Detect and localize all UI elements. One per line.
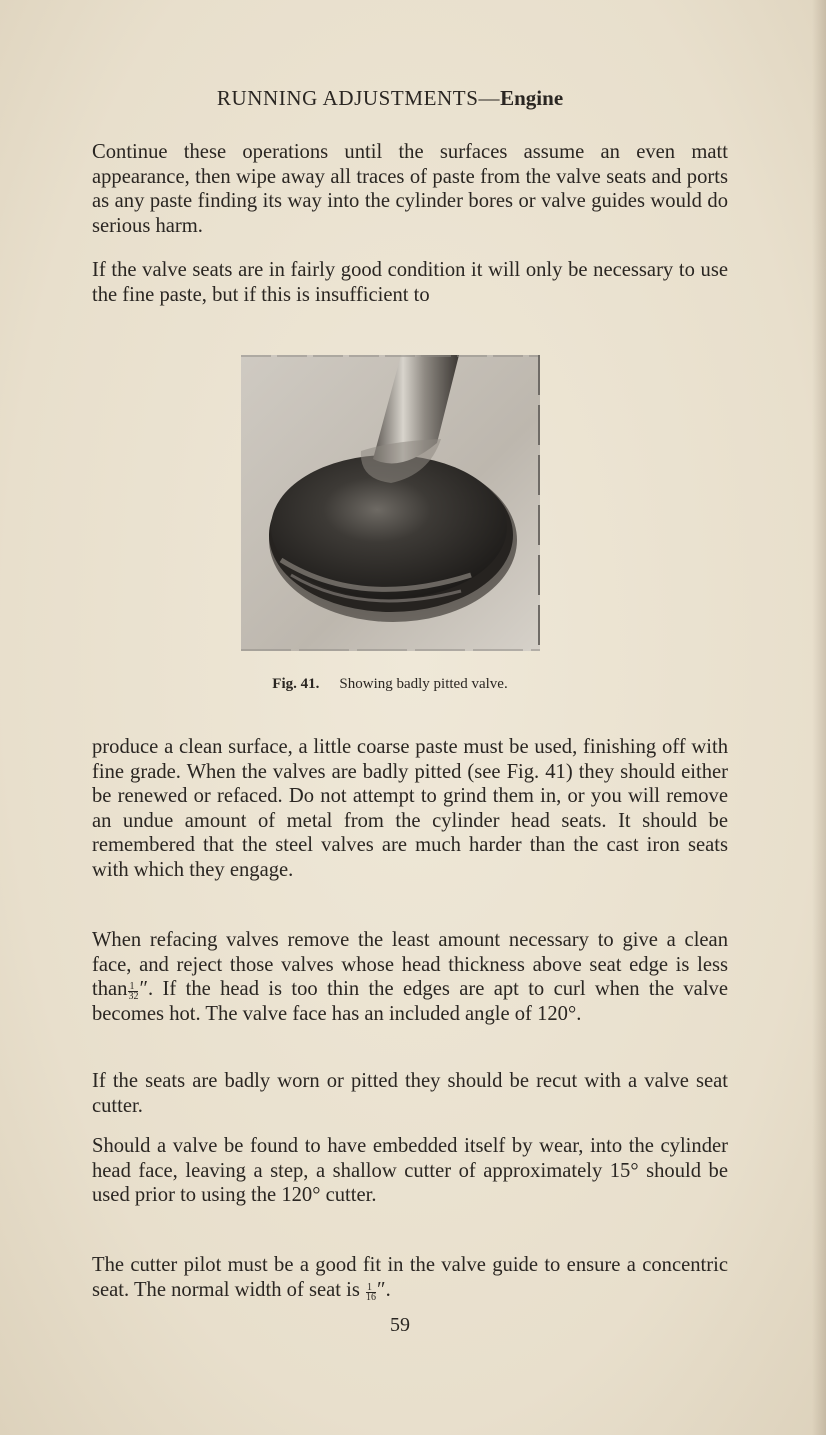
paragraph-paste-removal: Continue these operations until the surfaces assume an even matt appearance, then wipe away all traces of paste from the valve seats and ports as any paste finding its way into the cylinder bores or valve guides would do serious harm.	[92, 141, 728, 237]
refacing-text-b: ″. If the head is too thin the edges are apt to curl when the valve becomes hot. The valve face has an included angle of 120°.	[92, 978, 728, 1025]
paragraph-cutter-pilot	[92, 1253, 728, 1302]
page-number: 59	[390, 1314, 410, 1336]
figure-label: Fig. 41.	[272, 676, 320, 692]
paragraph-coarse-paste: produce a clean surface, a little coarse paste must be used, finishing off with fine grade. When the valves are badly pitted (see Fig. 41) they should either be renewed or refaced. Do not attempt to grind them in, or you will remove an undue amount of metal from the cylinder head seats. It should be remembered that the steel valves are much harder than the cast iron seats with which they engage.	[92, 736, 728, 881]
header-title: RUNNING ADJUSTMENTS—	[216, 86, 501, 110]
paragraph-embedded-valve: Should a valve be found to have embedded itself by wear, into the cylinder head face, leaving a step, a shallow cutter of approximately 15° should be used prior to using the 120° cutter.	[92, 1135, 728, 1207]
pitted-valve-photo	[241, 355, 540, 651]
cutter-pilot-text-a: The cutter pilot must be a good fit in the valve guide to ensure a concentric seat. The normal width of seat is	[92, 1254, 728, 1301]
page-edge-shadow	[812, 0, 826, 1435]
header-title-bold: Engine	[500, 86, 564, 110]
refacing-text-a: When refacing valves remove the least amount necessary to give a clean face, and reject those valves whose head thickness above seat edge is less than	[92, 929, 728, 1001]
paragraph-recut-seats: If the seats are badly worn or pitted they should be recut with a valve seat cutter.	[92, 1070, 728, 1117]
figure-caption-text: Showing badly pitted valve.	[339, 676, 508, 692]
figure-pitted-valve	[241, 355, 540, 651]
figure-caption	[0, 676, 780, 693]
fraction-thickness: $\frac{1}{32}$	[128, 981, 139, 1003]
fraction-seat-width: $\frac{1}{16}$	[366, 1281, 377, 1303]
running-header	[0, 86, 780, 111]
paragraph-refacing	[92, 928, 728, 1026]
cutter-pilot-text-b: ″.	[377, 1278, 391, 1301]
paragraph-fine-paste: If the valve seats are in fairly good condition it will only be necessary to use the fine paste, but if this is insufficient to	[92, 259, 728, 306]
